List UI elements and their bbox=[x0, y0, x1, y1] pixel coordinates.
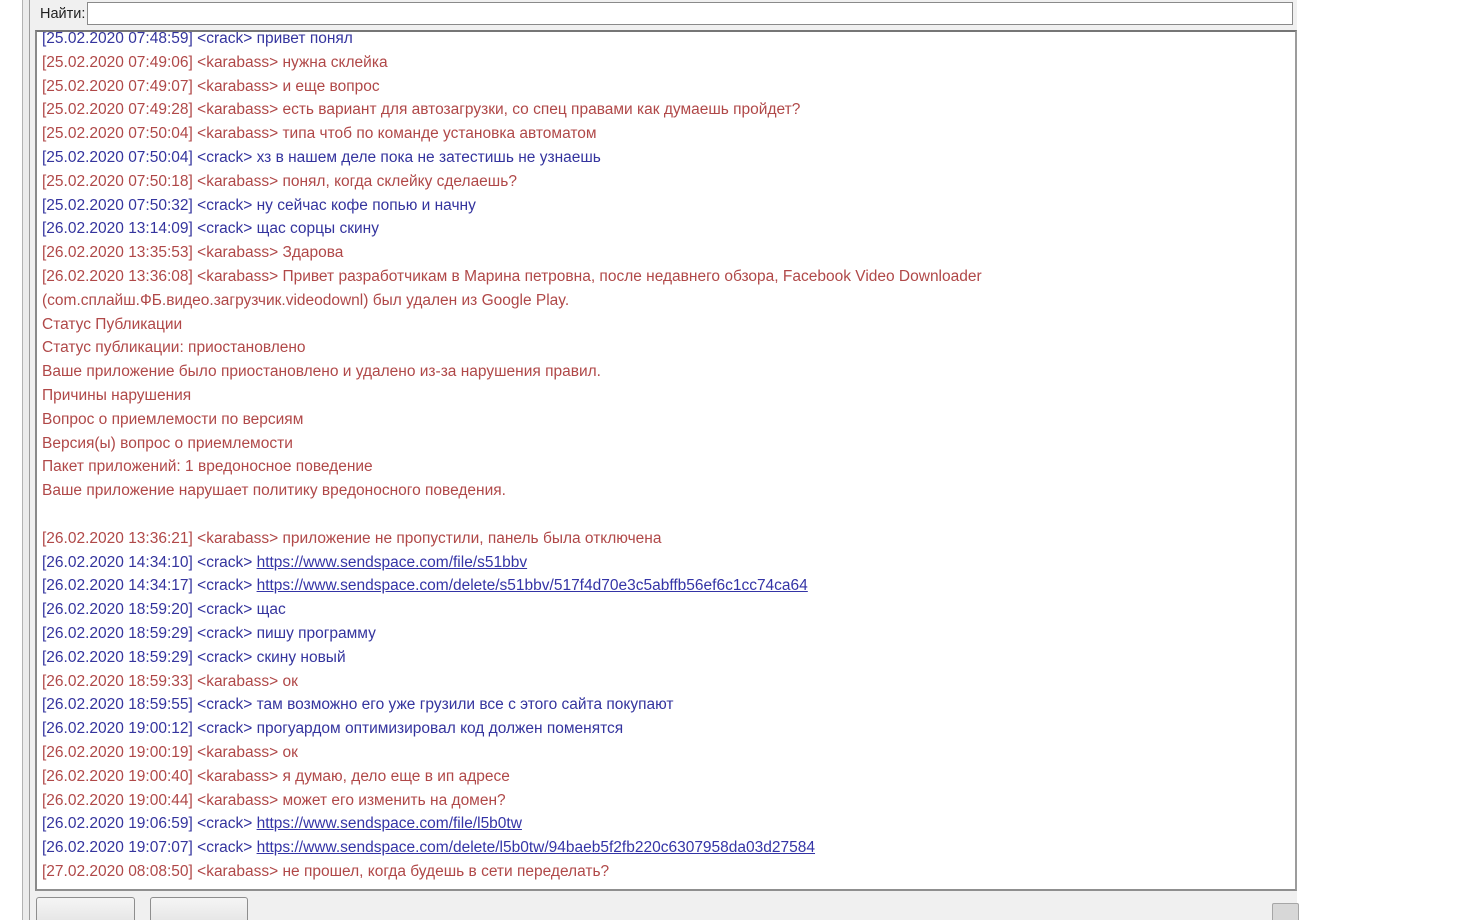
chat-line-text: Причины нарушения bbox=[42, 386, 192, 404]
chat-line-prefix: [26.02.2020 18:59:29] <crack> bbox=[42, 648, 257, 666]
chat-line bbox=[42, 432, 1291, 456]
chat-link[interactable]: https://www.sendspace.com/delete/l5b0tw/94baeb5f2fb220c6307958da03d27584 bbox=[256, 839, 816, 857]
chat-line bbox=[42, 51, 1291, 75]
chat-line-text: Привет разработчикам в Марина петровна, после недавнего обзора, Facebook Video Downloader (com.сплайш.ФБ.видео.загрузчик.videodownl) был удален из Google Play. bbox=[42, 267, 982, 309]
chat-log-window bbox=[30, 0, 1297, 920]
chat-line-text: приложение не пропустили, панель была отключена bbox=[282, 529, 662, 547]
chat-line-prefix: [26.02.2020 19:07:07] <crack> bbox=[42, 839, 257, 857]
chat-line-text: привет понял bbox=[256, 30, 353, 47]
chat-line bbox=[42, 693, 1291, 717]
chat-line bbox=[42, 75, 1291, 99]
footer-button-right[interactable] bbox=[150, 897, 248, 920]
chat-line-text: ну сейчас кофе попью и начну bbox=[256, 196, 476, 214]
chat-line bbox=[42, 360, 1291, 384]
chat-line-text: я думаю, дело еще в ип адресе bbox=[282, 767, 510, 785]
chat-line bbox=[42, 30, 1291, 51]
chat-line-prefix: [27.02.2020 08:08:50] <karabass> bbox=[42, 862, 283, 880]
chat-line-text: хз в нашем деле пока не затестишь не узнаешь bbox=[256, 148, 601, 166]
chat-line-text: Ваше приложение нарушает политику вредоносного поведения. bbox=[42, 482, 506, 500]
chat-line-text: Здарова bbox=[282, 244, 344, 262]
chat-line-prefix: [25.02.2020 07:50:18] <karabass> bbox=[42, 172, 283, 190]
chat-line bbox=[42, 313, 1291, 337]
chat-line bbox=[42, 812, 1291, 836]
chat-line-prefix: [26.02.2020 14:34:17] <crack> bbox=[42, 577, 257, 595]
chat-line-prefix: [26.02.2020 19:00:40] <karabass> bbox=[42, 767, 283, 785]
chat-line-prefix: [26.02.2020 14:34:10] <crack> bbox=[42, 553, 257, 571]
find-input[interactable] bbox=[87, 2, 1293, 25]
bottom-right-button[interactable] bbox=[1272, 903, 1299, 920]
chat-line-text: нужна склейка bbox=[282, 53, 388, 71]
chat-line bbox=[42, 455, 1291, 479]
chat-line-prefix: [26.02.2020 13:35:53] <karabass> bbox=[42, 244, 283, 262]
chat-line bbox=[42, 598, 1291, 622]
chat-line bbox=[42, 741, 1291, 765]
chat-line bbox=[42, 836, 1291, 860]
chat-line-text: щас bbox=[256, 601, 286, 619]
chat-line-text: может его изменить на домен? bbox=[282, 791, 506, 809]
chat-line bbox=[42, 503, 1291, 527]
chat-line bbox=[42, 527, 1291, 551]
chat-line-prefix: [26.02.2020 18:59:20] <crack> bbox=[42, 601, 257, 619]
chat-line bbox=[42, 384, 1291, 408]
chat-line bbox=[42, 551, 1291, 575]
footer-button-left[interactable] bbox=[36, 897, 135, 920]
chat-line-prefix: [25.02.2020 07:48:59] <crack> bbox=[42, 30, 257, 47]
chat-line-text: Статус публикации: приостановлено bbox=[42, 339, 306, 357]
chat-line-prefix: [25.02.2020 07:50:04] <crack> bbox=[42, 148, 257, 166]
chat-line bbox=[42, 765, 1291, 789]
chat-line-text bbox=[42, 506, 46, 523]
chat-line-prefix: [25.02.2020 07:50:04] <karabass> bbox=[42, 125, 283, 143]
chat-line-text: Вопрос о приемлемости по версиям bbox=[42, 410, 304, 428]
chat-line bbox=[42, 717, 1291, 741]
chat-line-prefix: [26.02.2020 19:00:44] <karabass> bbox=[42, 791, 283, 809]
chat-line-text: ок bbox=[282, 672, 298, 690]
chat-line-text: понял, когда склейку сделаешь? bbox=[282, 172, 517, 190]
chat-line bbox=[42, 670, 1291, 694]
chat-line bbox=[42, 122, 1291, 146]
chat-line-text: Версия(ы) вопрос о приемлемости bbox=[42, 434, 293, 452]
chat-line-prefix: [26.02.2020 13:36:08] <karabass> bbox=[42, 267, 283, 285]
chat-line-text: ок bbox=[282, 743, 298, 761]
chat-link[interactable]: https://www.sendspace.com/file/s51bbv bbox=[256, 553, 528, 571]
chat-line bbox=[42, 217, 1291, 241]
chat-line-text: щас сорцы скину bbox=[256, 220, 379, 238]
chat-line bbox=[42, 241, 1291, 265]
chat-line-text: есть вариант для автозагрузки, со спец правами как думаешь пройдет? bbox=[282, 101, 801, 119]
chat-line-text: там возможно его уже грузили все с этого сайта покупают bbox=[256, 696, 674, 714]
chat-link[interactable]: https://www.sendspace.com/delete/s51bbv/517f4d70e3c5abffb56ef6c1cc74ca64 bbox=[256, 577, 808, 595]
find-label: Найти: bbox=[40, 6, 86, 22]
chat-line-prefix: [26.02.2020 18:59:29] <crack> bbox=[42, 624, 257, 642]
chat-line bbox=[42, 170, 1291, 194]
chat-link[interactable]: https://www.sendspace.com/file/l5b0tw bbox=[256, 815, 522, 833]
chat-line bbox=[42, 646, 1291, 670]
chat-line bbox=[42, 622, 1291, 646]
chat-line bbox=[42, 98, 1291, 122]
chat-line bbox=[42, 574, 1291, 598]
chat-line-prefix: [25.02.2020 07:49:06] <karabass> bbox=[42, 53, 283, 71]
chat-line-text: типа чтоб по команде установка автоматом bbox=[282, 125, 597, 143]
chat-line bbox=[42, 860, 1291, 884]
window-left-edge bbox=[22, 0, 30, 920]
find-bar bbox=[30, 0, 1297, 30]
chat-line-text: и еще вопрос bbox=[282, 77, 380, 95]
chat-line bbox=[42, 146, 1291, 170]
chat-line bbox=[42, 265, 1291, 313]
chat-line-prefix: [26.02.2020 19:00:19] <karabass> bbox=[42, 743, 283, 761]
chat-line-text: Статус Публикации bbox=[42, 315, 183, 333]
chat-content bbox=[37, 30, 1295, 884]
chat-line-prefix: [26.02.2020 13:36:21] <karabass> bbox=[42, 529, 283, 547]
chat-log[interactable] bbox=[35, 30, 1297, 891]
chat-line-prefix: [26.02.2020 13:14:09] <crack> bbox=[42, 220, 257, 238]
chat-line-prefix: [26.02.2020 18:59:55] <crack> bbox=[42, 696, 257, 714]
chat-line-text: скину новый bbox=[256, 648, 346, 666]
chat-line bbox=[42, 194, 1291, 218]
chat-line-prefix: [25.02.2020 07:50:32] <crack> bbox=[42, 196, 257, 214]
chat-line-text: прогуардом оптимизировал код должен поменятся bbox=[256, 720, 624, 738]
chat-line-prefix: [26.02.2020 19:00:12] <crack> bbox=[42, 720, 257, 738]
chat-line-prefix: [25.02.2020 07:49:28] <karabass> bbox=[42, 101, 283, 119]
chat-line bbox=[42, 479, 1291, 503]
chat-line bbox=[42, 336, 1291, 360]
chat-line-text: Ваше приложение было приостановлено и удалено из-за нарушения правил. bbox=[42, 363, 601, 381]
chat-line-prefix: [25.02.2020 07:49:07] <karabass> bbox=[42, 77, 283, 95]
chat-line-text: Пакет приложений: 1 вредоносное поведение bbox=[42, 458, 373, 476]
chat-line-prefix: [26.02.2020 19:06:59] <crack> bbox=[42, 815, 257, 833]
chat-line bbox=[42, 789, 1291, 813]
chat-line-prefix: [26.02.2020 18:59:33] <karabass> bbox=[42, 672, 283, 690]
chat-line-text: не прошел, когда будешь в сети переделать? bbox=[282, 862, 610, 880]
chat-line bbox=[42, 408, 1291, 432]
chat-line-text: пишу программу bbox=[256, 624, 376, 642]
